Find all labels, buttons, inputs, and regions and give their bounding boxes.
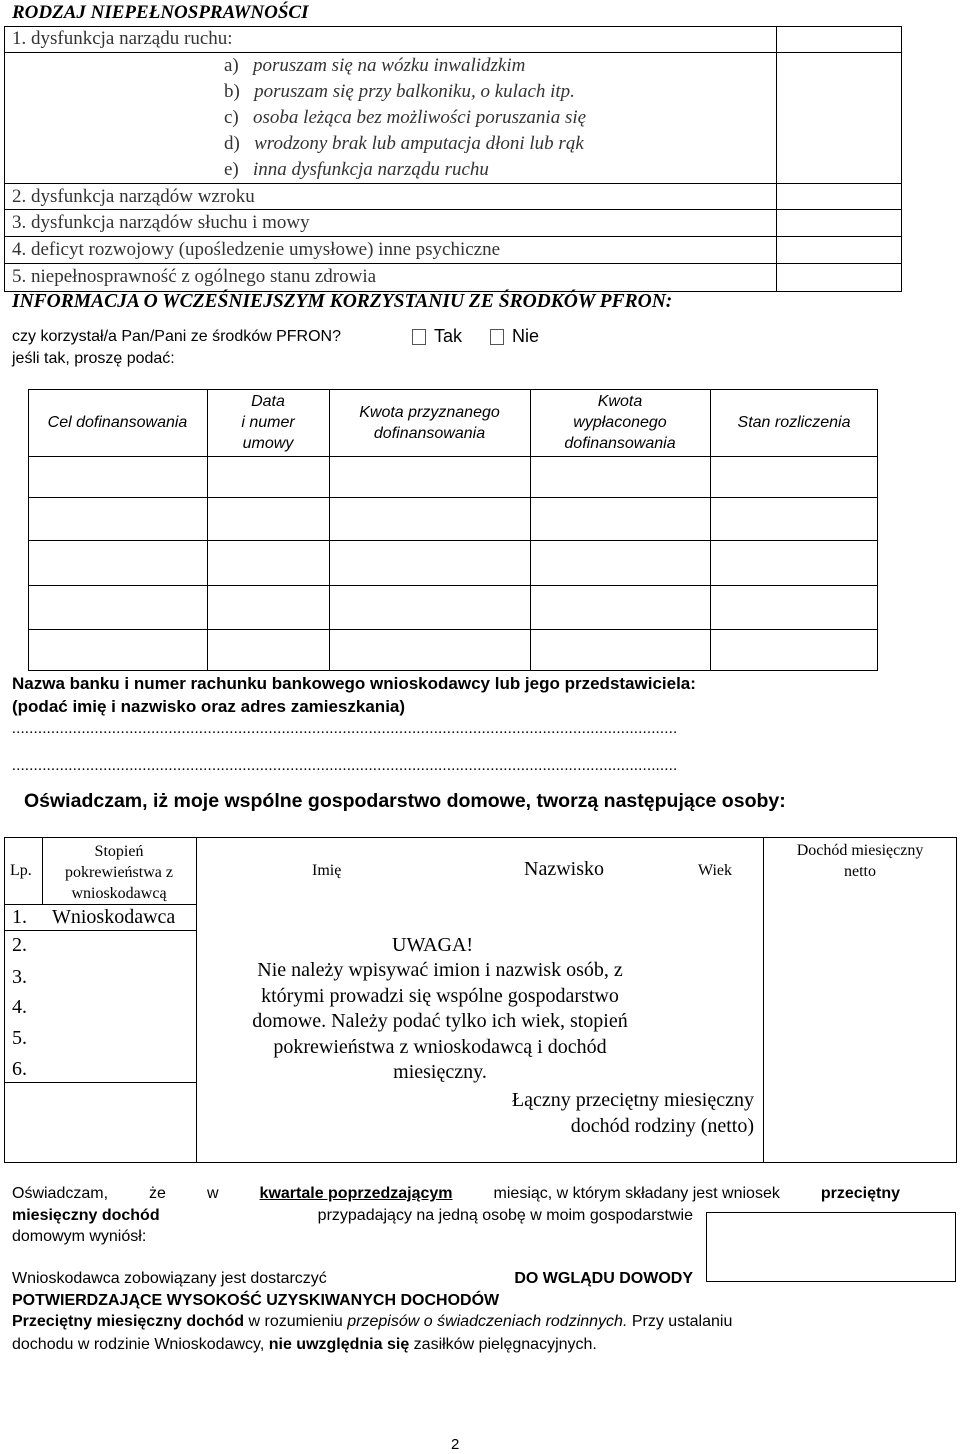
pfron-col-kwota-wyplacona: Kwota wypłaconego dofinansowania (564, 393, 676, 452)
disability-heading: RODZAJ NIEPEŁNOSPRAWNOŚCI (12, 2, 309, 23)
notice-line-3: Przeciętny miesięczny dochód w rozumieniu przepisów o świadczeniach rodzinnych. Przy ustalaniu (12, 1313, 733, 1330)
checkbox-icon[interactable] (490, 329, 504, 345)
disability-sub-d[interactable]: d) wrodzony brak lub amputacja dłoni lub rąk (224, 133, 584, 154)
disability-sub-e[interactable]: e) inna dysfunkcja narządu ruchu (224, 159, 489, 180)
pfron-col-cel: Cel dofinansowania (47, 413, 188, 431)
notice-line-1: Wnioskodawca zobowiązany jest dostarczyć DO WGLĄDU DOWODY (12, 1270, 693, 1287)
page-number: 2 (451, 1436, 460, 1453)
income-amount-box[interactable] (706, 1212, 956, 1282)
uwaga-title: UWAGA! (392, 934, 474, 956)
household-col-imie: Imię (312, 862, 342, 879)
pfron-yes-option[interactable]: Tak (412, 326, 462, 347)
bank-label-1: Nazwa banku i numer rachunku bankowego wnioskodawcy lub jego przedstawiciela: (12, 674, 696, 693)
disability-item-3[interactable]: 3. dysfunkcja narządów słuchu i mowy (12, 212, 310, 233)
checkbox-icon[interactable] (412, 329, 426, 345)
pfron-question: czy korzystał/a Pan/Pani ze środków PFRON? (12, 328, 342, 345)
disability-item-1[interactable]: 1. dysfunkcja narządu ruchu: (12, 28, 233, 49)
pfron-col-stan: Stan rozliczenia (737, 413, 851, 431)
disability-sub-c[interactable]: c) osoba leżąca bez możliwości poruszania się (224, 107, 587, 128)
pfron-heading: INFORMACJA O WCZEŚNIEJSZYM KORZYSTANIU ZE ŚRODKÓW PFRON: (12, 291, 673, 312)
pfron-no-option[interactable]: Nie (490, 326, 539, 347)
household-row-4-lp: 4. (12, 996, 27, 1018)
disability-sub-a[interactable]: a) poruszam się na wózku inwalidzkim (224, 55, 526, 76)
pfron-col-kwota-przyznana: Kwota przyznanego dofinansowania (359, 403, 500, 442)
pfron-col-data: Data i numer umowy (241, 393, 295, 452)
household-row-1-lp: 1. (12, 906, 27, 928)
household-col-lp: Lp. (10, 862, 32, 879)
uwaga-text: Nie należy wpisywać imion i nazwisk osób, z którymi prowadzi się wspólne gospodarstwo domowe. Należy podać tylko ich wiek, stopień pokrewieństwa z wnioskodawcą i dochód miesięczny. (252, 959, 628, 1083)
household-total-label: Łączny przeciętny miesięczny dochód rodziny (netto) (511, 1089, 754, 1137)
declaration-line-3: domowym wyniósł: (12, 1228, 147, 1245)
declaration-line-2: miesięczny dochód przypadający na jedną osobę w moim gospodarstwie (12, 1207, 693, 1224)
household-row-3-lp: 3. (12, 966, 27, 988)
household-heading: Oświadczam, iż moje wspólne gospodarstwo domowe, tworzą następujące osoby: (24, 790, 786, 812)
bank-dots-2[interactable]: ......................................................................................................................................................... (12, 758, 678, 774)
household-row-5-lp: 5. (12, 1027, 27, 1049)
household-col-stopien: Stopień pokrewieństwa z wnioskodawcą (65, 842, 173, 902)
bank-label-2: (podać imię i nazwisko oraz adres zamieszkania) (12, 697, 406, 716)
disability-item-2[interactable]: 2. dysfunkcja narządów wzroku (12, 186, 255, 207)
declaration-line-1: Oświadczam, że w kwartale poprzedzającym miesiąc, w którym składany jest wniosek przeciętny (12, 1185, 900, 1202)
household-row-1-stopien[interactable]: Wnioskodawca (52, 906, 176, 928)
disability-item-4[interactable]: 4. deficyt rozwojowy (upośledzenie umysłowe) inne psychiczne (12, 239, 501, 260)
disability-sub-b[interactable]: b) poruszam się przy balkoniku, o kulach itp. (224, 81, 575, 102)
household-col-nazwisko: Nazwisko (524, 858, 604, 880)
household-row-2-lp: 2. (12, 934, 27, 956)
household-col-dochod: Dochód miesięczny netto (796, 842, 924, 880)
pfron-ifyes: jeśli tak, proszę podać: (12, 350, 175, 367)
household-row-6-lp: 6. (12, 1058, 27, 1080)
notice-line-2: POTWIERDZAJĄCE WYSOKOŚĆ UZYSKIWANYCH DOCHODÓW (12, 1292, 500, 1309)
household-col-wiek: Wiek (698, 862, 733, 879)
disability-item-5[interactable]: 5. niepełnosprawność z ogólnego stanu zdrowia (12, 266, 377, 287)
notice-line-4: dochodu w rodzinie Wnioskodawcy, nie uwzględnia się zasiłków pielęgnacyjnych. (12, 1336, 597, 1353)
bank-dots-1[interactable]: ......................................................................................................................................................... (12, 721, 678, 737)
